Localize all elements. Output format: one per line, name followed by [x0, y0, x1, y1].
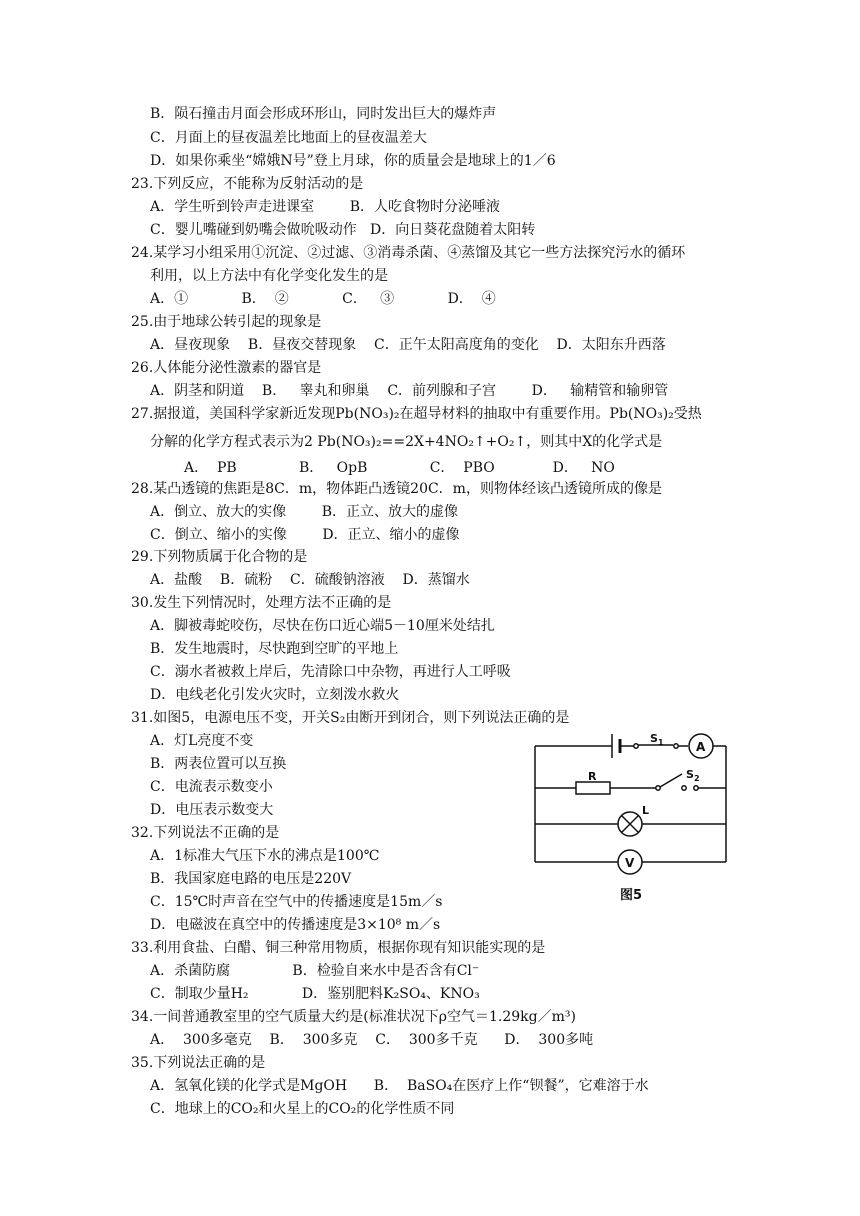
text-line: C．倒立、缩小的实像 D．正立、缩小的虚像	[150, 527, 460, 543]
lamp-label: L	[642, 804, 650, 817]
text-line: C．婴儿嘴碰到奶嘴会做吮吸动作 D．向日葵花盘随着太阳转	[150, 222, 536, 238]
text-line: 分解的化学方程式表示为2 Pb(NO₃)₂==2X+4NO₂↑+O₂↑，则其中X的化学式是	[150, 434, 663, 450]
text-line: A．阴茎和阴道 B． 睾丸和卵巢 C．前列腺和子宫 D． 输精管和输卵管	[150, 383, 669, 399]
text-line: C．月面上的昼夜温差比地面上的昼夜温差大	[150, 130, 427, 146]
text-line: A．杀菌防腐 B．检验自来水中是否含有Cl⁻	[150, 963, 480, 979]
text-line: A． 300多毫克 B． 300多克 C． 300多千克 D． 300多吨	[150, 1032, 594, 1048]
text-line: A．1标准大气压下水的沸点是100℃	[150, 848, 380, 864]
text-line: A．脚被毒蛇咬伤，尽快在伤口近心端5－10厘米处结扎	[150, 618, 495, 634]
voltmeter-label: V	[625, 856, 635, 870]
figure-caption: 图5	[620, 888, 643, 903]
text-line: C．15℃时声音在空气中的传播速度是15m／s	[150, 894, 443, 910]
text-line: B．陨石撞击月面会形成环形山，同时发出巨大的爆炸声	[150, 106, 497, 122]
question-26: 26.人体能分泌性激素的器官是	[131, 360, 322, 376]
text-line: A．昼夜现象 B．昼夜交替现象 C．正午太阳高度角的变化 D．太阳东升西落	[150, 337, 666, 353]
question-32: 32.下列说法不正确的是	[131, 825, 280, 841]
question-30: 30.发生下列情况时，处理方法不正确的是	[131, 595, 392, 611]
text-line: C．电流表示数变小	[150, 779, 273, 795]
text-line: A．灯L亮度不变	[150, 733, 254, 749]
question-34: 34.一间普通教室里的空气质量大约是(标准状况下ρ空气＝1.29kg／m³)	[131, 1009, 576, 1025]
circuit-diagram	[530, 728, 770, 898]
question-27: 27.据报道，美国科学家新近发现Pb(NO₃)₂在超导材料的抽取中有重要作用。Pb(NO₃)₂受热	[131, 406, 702, 422]
s2-label: $S_2$	[686, 768, 700, 783]
text-line: D．电压表示数变大	[150, 802, 274, 818]
question-35: 35.下列说法正确的是	[131, 1055, 266, 1071]
text-line: C．地球上的CO₂和火星上的CO₂的化学性质不同	[150, 1101, 455, 1117]
text-line: A． PB B． OpB C． PBO D． NO	[184, 460, 615, 476]
text-line: A．学生听到铃声走进课室 B．人吃食物时分泌唾液	[150, 199, 500, 215]
s1-label: $S_1$	[650, 732, 664, 747]
question-33: 33.利用食盐、白醋、铜三种常用物质，根据你现有知识能实现的是	[131, 940, 546, 956]
text-line: A．① B． ② C． ③ D． ④	[150, 291, 496, 307]
text-line: 利用，以上方法中有化学变化发生的是	[150, 268, 388, 284]
question-24: 24.某学习小组采用①沉淀、②过滤、③消毒杀菌、④蒸馏及其它一些方法探究污水的循环	[131, 245, 686, 261]
text-line: D．电线老化引发火灾时，立刻泼水救火	[150, 687, 400, 703]
question-23: 23.下列反应，不能称为反射活动的是	[131, 176, 364, 192]
ammeter-label: A	[696, 740, 706, 754]
text-line: A．倒立、放大的实像 B．正立、放大的虚像	[150, 504, 458, 520]
text-line: B．我国家庭电路的电压是220V	[150, 871, 352, 887]
text-line: B．两表位置可以互换	[150, 756, 287, 772]
text-line: C．溺水者被救上岸后，先清除口中杂物，再进行人工呼吸	[150, 664, 511, 680]
text-line: D．如果你乘坐“嫦娥N号”登上月球，你的质量会是地球上的1／6	[150, 153, 556, 169]
r-label: R	[588, 770, 597, 783]
question-25: 25.由于地球公转引起的现象是	[131, 314, 322, 330]
text-line: D．电磁波在真空中的传播速度是3×10⁸ m／s	[150, 917, 441, 933]
question-28: 28.某凸透镜的焦距是8C．m，物体距凸透镜20C．m，则物体经该凸透镜所成的像是	[131, 481, 662, 497]
question-31: 31.如图5，电源电压不变，开关S₂由断开到闭合，则下列说法正确的是	[131, 710, 570, 726]
text-line: A．氢氧化镁的化学式是MgOH B． BaSO₄在医疗上作“钡餐”，它难溶于水	[150, 1078, 649, 1094]
text-line: A．盐酸 B．硫粉 C．硫酸钠溶液 D．蒸馏水	[150, 572, 470, 588]
text-line: C．制取少量H₂ D．鉴别肥料K₂SO₄、KNO₃	[150, 986, 480, 1002]
question-29: 29.下列物质属于化合物的是	[131, 549, 308, 565]
text-line: B．发生地震时，尽快跑到空旷的平地上	[150, 641, 399, 657]
